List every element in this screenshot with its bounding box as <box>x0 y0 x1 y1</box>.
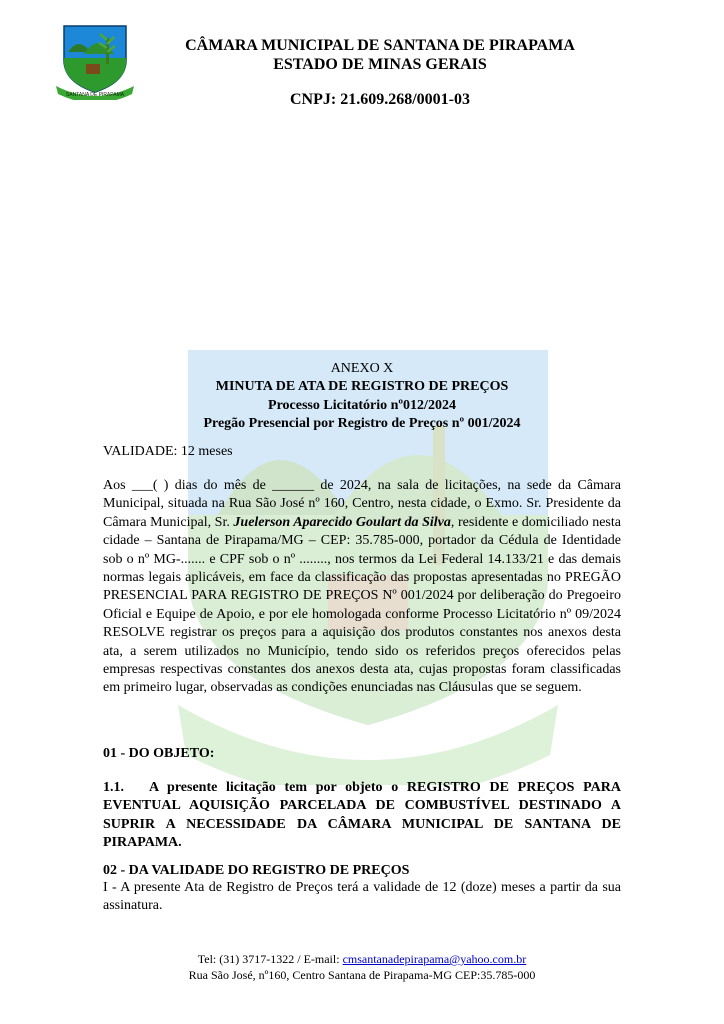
logo-ribbon-text: SANTANA DE PIRAPAMA <box>65 92 125 98</box>
clause-1-1 <box>103 779 621 853</box>
opening-paragraph <box>103 477 621 698</box>
paragraph-part-1: Aos ___( ) dias do mês de ______ de 2024, na sala de licitações, na sede da Câmara Municipal, situada na Rua São José nº 160, Centro, nesta cidade, o Exmo. Sr. Presidente da Câmara Municipal, Sr. <box>103 478 621 530</box>
president-name: Juelerson Aparecido Goulart da Silva <box>233 514 451 530</box>
section-2-item-1: I - A presente Ata de Registro de Preços terá a validade de 12 (doze) meses a partir da sua assinatura. <box>103 880 621 914</box>
document-title-block <box>103 360 621 434</box>
coat-of-arms-logo <box>54 22 136 100</box>
paragraph-part-2: , residente e domiciliado nesta cidade – Santana de Pirapama/MG – CEP: 35.785-000, portador da Cédula de Identidade sob o nº MG-....... e CPF sob o nº ........, nos termos da Lei Federal 14.133/21 e das demais normas legais aplicáveis, em face da classificação das propostas apresentadas no PREGÃO PRESENCIAL PARA REGISTRO DE PREÇOS Nº 001/2024 por deliberação do Pregoeiro Oficial e Equipe de Apoio, e por ele homologada conforme Processo Licitatório nº 09/2024 RESOLVE registrar os preços para a aquisição dos produtos constantes nos anexos desta ata, a serem utilizados no Município, tendo sido os referidos preços oferecidos pelas empresas respectivas constantes dos anexos desta ata, cujas propostas foram classificadas em primeiro lugar, observadas as condições enunciadas nas Cláusulas que se seguem. <box>103 514 621 696</box>
clause-number: 1.1. <box>103 780 124 795</box>
annex-label: ANEXO X <box>330 361 394 376</box>
footer-phone: Tel: (31) 3717-1322 / E-mail: <box>197 952 343 966</box>
validity-line: VALIDADE: 12 meses <box>103 444 233 459</box>
footer-email-link[interactable]: cmsantanadepirapama@yahoo.com.br <box>342 952 527 966</box>
footer-contact <box>120 951 604 967</box>
header-subtitle: ESTADO DE MINAS GERAIS <box>273 56 487 73</box>
footer-address: Rua São José, nº160, Centro Santana de Pirapama-MG CEP:35.785-000 <box>188 968 536 982</box>
header-cnpj: CNPJ: 21.609.268/0001-03 <box>290 91 470 108</box>
header-title: CÂMARA MUNICIPAL DE SANTANA DE PIRAPAMA <box>185 37 575 54</box>
clause-text: A presente licitação tem por objeto o REGISTRO DE PREÇOS PARA EVENTUAL AQUISIÇÃO PARCELADA DE COMBUSTÍVEL DESTINADO A SUPRIR A NECESSIDADE DA CÂMARA MUNICIPAL DE SANTANA DE PIRAPAMA. <box>103 780 621 851</box>
process-number: Processo Licitatório nº012/2024 <box>268 397 456 413</box>
auction-number: Pregão Presencial por Registro de Preços nº 001/2024 <box>203 416 521 432</box>
document-title: MINUTA DE ATA DE REGISTRO DE PREÇOS <box>215 379 509 395</box>
section-1-heading: 01 - DO OBJETO: <box>103 746 215 761</box>
section-2-heading: 02 - DA VALIDADE DO REGISTRO DE PREÇOS <box>103 863 410 878</box>
